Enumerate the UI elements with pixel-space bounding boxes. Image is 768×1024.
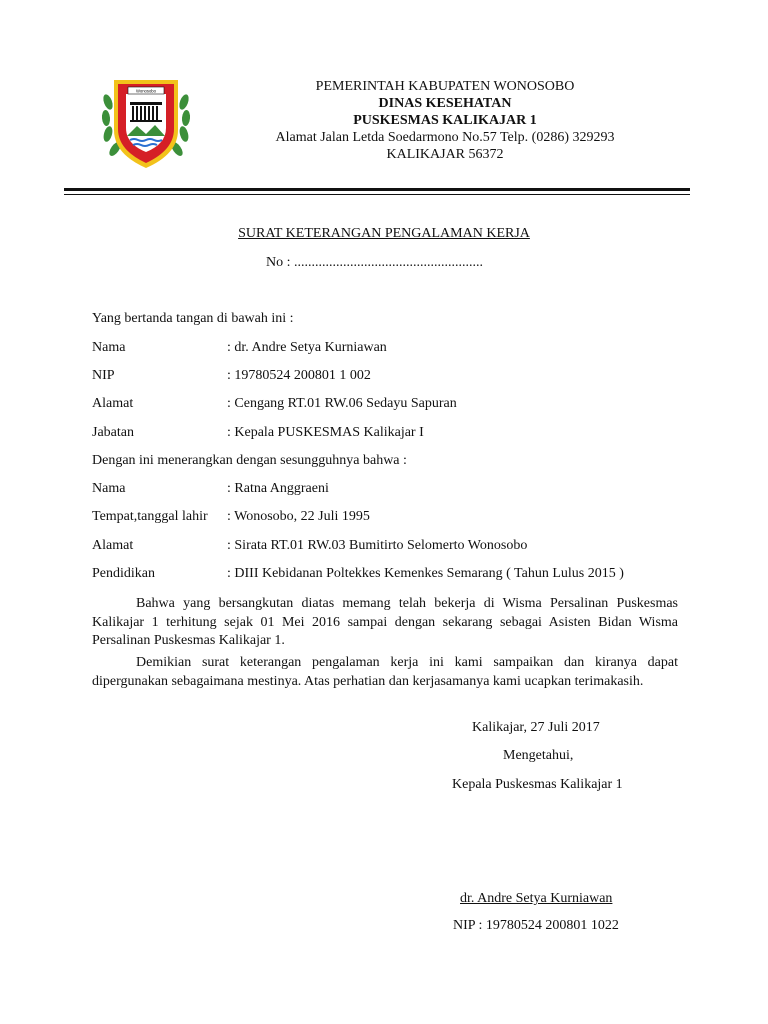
letterhead-divider-thick	[64, 188, 690, 191]
signer-nip-label: NIP	[92, 368, 115, 383]
subject-education-value: : DIII Kebidanan Poltekkes Kemenkes Semarang ( Tahun Lulus 2015 )	[227, 566, 624, 581]
intro-text: Yang bertanda tangan di bawah ini :	[92, 311, 294, 326]
letterhead	[240, 78, 650, 163]
signer-position-value: : Kepala PUSKESMAS Kalikajar I	[227, 425, 424, 440]
signer-address-label: Alamat	[92, 396, 134, 411]
employment-paragraph: Bahwa yang bersangkutan diatas memang telah bekerja di Wisma Persalinan Puskesmas Kalikajar 1 terhitung sejak 01 Mei 2016 sampai dengan sekarang sebagai Asisten Bidan Wisma Persalinan Puskesmas Kalikajar 1.	[92, 596, 678, 648]
signature-position: Kepala Puskesmas Kalikajar 1	[452, 777, 623, 792]
letter-title: SURAT KETERANGAN PENGALAMAN KERJA	[238, 226, 530, 241]
subject-address-label: Alamat	[92, 538, 134, 553]
wonosobo-emblem-logo	[100, 72, 192, 172]
subject-name-label: Nama	[92, 481, 126, 496]
signature-acknowledged: Mengetahui,	[503, 748, 574, 763]
signer-position-label: Jabatan	[92, 425, 134, 440]
signer-nip-value: : 19780524 200801 1 002	[227, 368, 371, 383]
subject-education-label: Pendidikan	[92, 566, 155, 581]
logo-motto-text: Wonosobo	[136, 88, 156, 94]
letterhead-government: PEMERINTAH KABUPATEN WONOSOBO	[315, 79, 575, 94]
subject-name-value: : Ratna Anggraeni	[227, 481, 329, 496]
closing-paragraph: Demikian surat keterangan pengalaman kerja ini kami sampaikan dan kiranya dapat dipergunakan sebagaimana mestinya. Atas perhatian dan kerjasamanya kami ucapkan terimakasih.	[92, 655, 678, 689]
letterhead-city: KALIKAJAR 56372	[386, 147, 504, 162]
signature-nip: NIP : 19780524 200801 1022	[453, 918, 619, 933]
signature-place-date: Kalikajar, 27 Juli 2017	[472, 720, 600, 735]
letterhead-agency: DINAS KESEHATAN	[378, 96, 512, 111]
subject-address-value: : Sirata RT.01 RW.03 Bumitirto Selomerto Wonosobo	[227, 538, 528, 553]
signer-name-label: Nama	[92, 340, 126, 355]
letter-number: No : ......................................................	[266, 255, 483, 270]
signer-name-value: : dr. Andre Setya Kurniawan	[227, 340, 387, 355]
statement-text: Dengan ini menerangkan dengan sesungguhnya bahwa :	[92, 453, 407, 468]
subject-birth-value: : Wonosobo, 22 Juli 1995	[227, 509, 370, 524]
letterhead-address: Alamat Jalan Letda Soedarmono No.57 Telp. (0286) 329293	[275, 130, 615, 145]
signer-address-value: : Cengang RT.01 RW.06 Sedayu Sapuran	[227, 396, 457, 411]
signature-name: dr. Andre Setya Kurniawan	[460, 891, 613, 906]
subject-birth-label: Tempat,tanggal lahir	[92, 509, 208, 524]
letterhead-divider-thin	[64, 194, 690, 195]
letterhead-institution: PUSKESMAS KALIKAJAR 1	[353, 113, 537, 128]
